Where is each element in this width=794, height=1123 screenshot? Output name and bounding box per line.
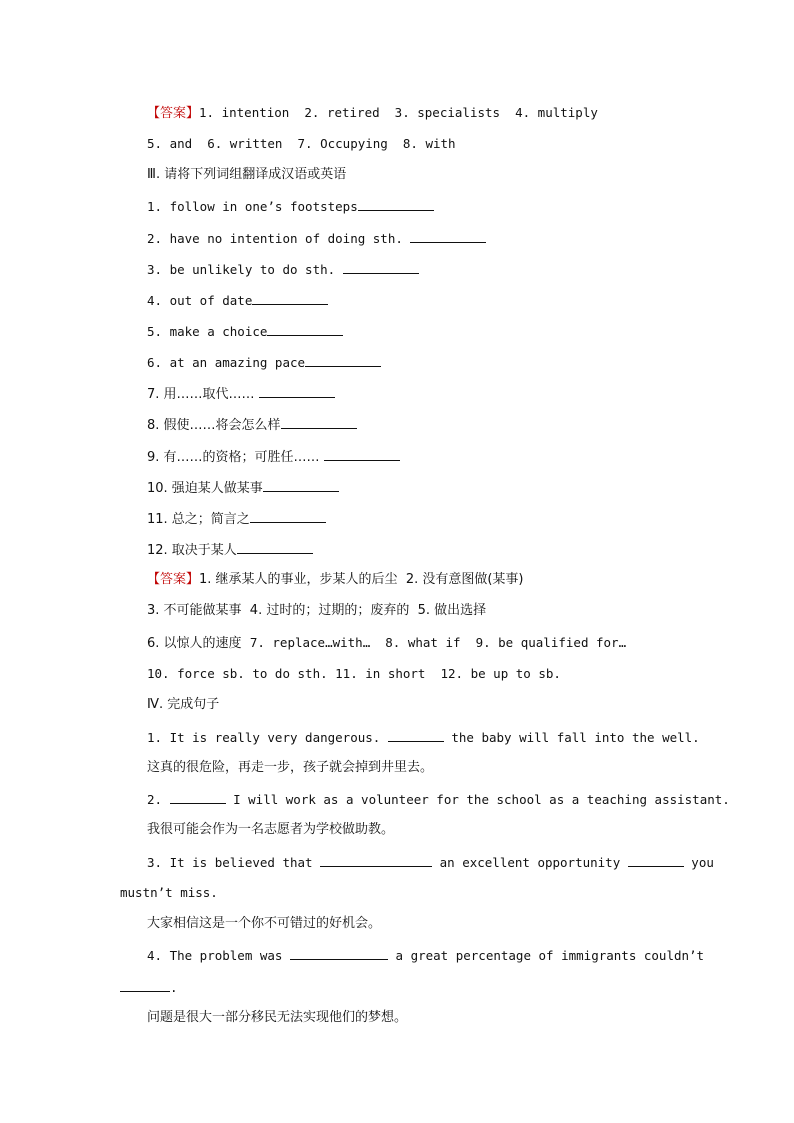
section4-q3-english-cont: mustn’t miss. [120, 885, 218, 900]
section3-item-5 [147, 323, 343, 340]
answer-blank[interactable] [252, 292, 328, 305]
sentence-part: . [170, 980, 178, 995]
section2-answer-line-1 [147, 105, 598, 122]
section3-answer-line-4: 10. force sb. to do sth. 11. in short 12. be up to sb. [147, 666, 561, 681]
sentence-part: a great percentage of immigrants couldn’t [388, 948, 705, 963]
section3-item-1 [147, 198, 434, 215]
item-text: 11. 总之；简言之 [147, 512, 250, 527]
section4-q2-chinese: 我很可能会作为一名志愿者为学校做助教。 [147, 822, 395, 837]
item-text: 9. 有……的资格；可胜任…… [147, 450, 324, 465]
section4-heading: Ⅳ. 完成句子 [147, 697, 220, 712]
answer-blank[interactable] [259, 385, 335, 398]
item-text: 7. 用……取代…… [147, 387, 259, 402]
section4-q4-english [147, 947, 704, 964]
answer-text-en: 7. replace…with… 8. what if 9. be qualified for… [249, 635, 627, 650]
answer-blank[interactable] [628, 854, 684, 867]
section3-item-7 [147, 385, 335, 403]
section3-item-8 [147, 416, 357, 434]
section3-item-3 [147, 261, 419, 278]
item-text: 10. 强迫某人做某事 [147, 481, 263, 496]
answer-text: 1. intention 2. retired 3. specialists 4. multiply [199, 105, 598, 120]
section3-answer-line-2: 3. 不可能做某事 4. 过时的；过期的；废弃的 5. 做出选择 [147, 603, 487, 618]
section3-heading: Ⅲ. 请将下列词组翻译成汉语或英语 [147, 167, 347, 182]
answer-tag: 【答案】 [147, 572, 200, 587]
answer-blank[interactable] [267, 323, 343, 336]
section4-q1-english [147, 729, 700, 746]
item-text: 6. at an amazing pace [147, 355, 306, 370]
answer-blank[interactable] [388, 729, 444, 742]
answer-blank[interactable] [170, 791, 226, 804]
answer-blank[interactable] [324, 448, 400, 461]
answer-blank[interactable] [120, 979, 170, 992]
sentence-part: 2. [147, 792, 170, 807]
sentence-part: an excellent opportunity [432, 855, 628, 870]
section3-item-11 [147, 510, 326, 528]
section4-q3-chinese: 大家相信这是一个你不可错过的好机会。 [147, 916, 382, 931]
section4-q2-english [147, 791, 730, 808]
section3-item-4 [147, 292, 328, 309]
item-text: 4. out of date [147, 293, 253, 308]
answer-blank[interactable] [290, 947, 388, 960]
sentence-part: I will work as a volunteer for the school as a teaching assistant. [225, 792, 730, 807]
section3-item-6 [147, 354, 381, 371]
sentence-part: 3. It is believed that [147, 855, 321, 870]
item-text: 5. make a choice [147, 324, 268, 339]
answer-blank[interactable] [250, 510, 326, 523]
answer-blank[interactable] [410, 230, 486, 243]
answer-blank[interactable] [343, 261, 419, 274]
answer-text: 1. 继承某人的事业，步某人的后尘 2. 没有意图做(某事) [199, 572, 524, 587]
section3-answer-line-3 [147, 635, 626, 652]
item-text: 2. have no intention of doing sth. [147, 231, 411, 246]
section3-item-12 [147, 541, 313, 559]
sentence-part: you [683, 855, 714, 870]
item-text: 8. 假使……将会怎么样 [147, 418, 281, 433]
answer-blank[interactable] [263, 479, 339, 492]
section4-q1-chinese: 这真的很危险，再走一步，孩子就会掉到井里去。 [147, 760, 434, 775]
sentence-part: 4. The problem was [147, 948, 290, 963]
section4-q4-english-cont [120, 979, 178, 996]
sentence-part: 1. It is really very dangerous. [147, 730, 388, 745]
answer-blank[interactable] [358, 198, 434, 211]
section3-item-2 [147, 230, 486, 247]
answer-blank[interactable] [281, 416, 357, 429]
answer-text-cn: 6. 以惊人的速度 [147, 636, 250, 651]
answer-blank[interactable] [305, 354, 381, 367]
section3-item-10 [147, 479, 339, 497]
item-text: 3. be unlikely to do sth. [147, 262, 343, 277]
section4-q3-english [147, 854, 714, 871]
item-text: 1. follow in one’s footsteps [147, 199, 358, 214]
item-text: 12. 取决于某人 [147, 543, 237, 558]
answer-tag: 【答案】 [147, 106, 200, 121]
section3-answer-line-1 [147, 572, 524, 588]
section4-q4-chinese: 问题是很大一部分移民无法实现他们的梦想。 [147, 1010, 408, 1025]
answer-blank[interactable] [320, 854, 432, 867]
section2-answer-line-2: 5. and 6. written 7. Occupying 8. with [147, 136, 456, 151]
section3-item-9 [147, 448, 400, 466]
answer-blank[interactable] [237, 541, 313, 554]
sentence-part: the baby will fall into the well. [443, 730, 700, 745]
